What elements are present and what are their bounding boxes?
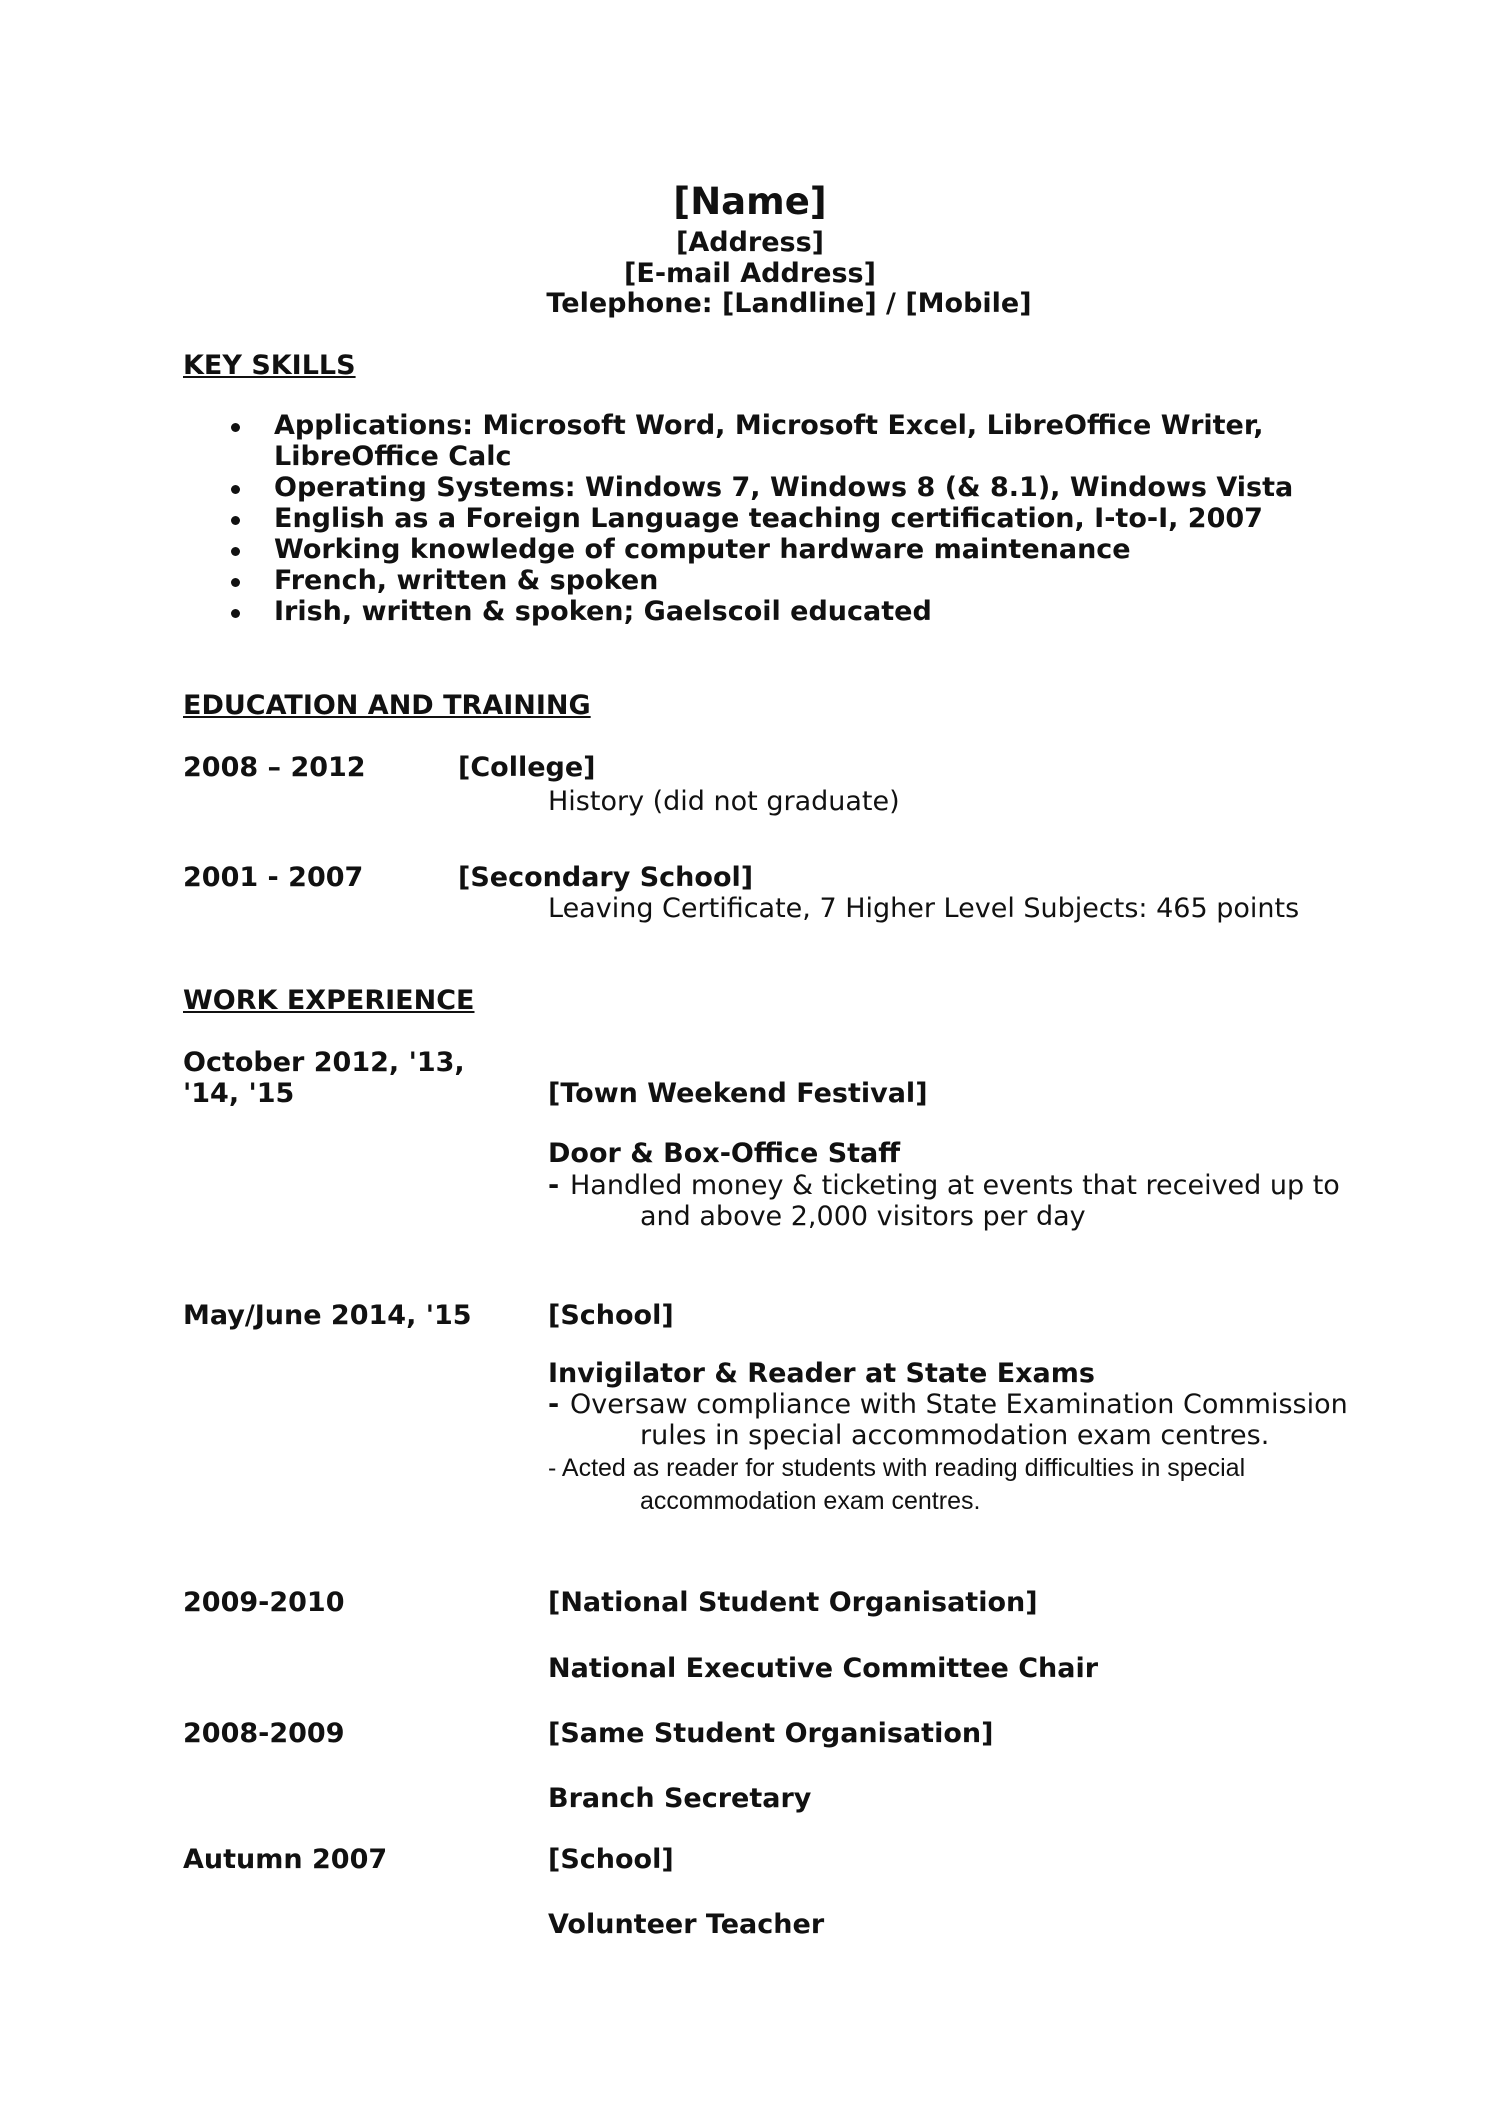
bullet-icon <box>231 423 240 432</box>
education-heading: EDUCATION AND TRAINING <box>183 690 591 721</box>
work-organisation: [School] <box>548 1300 674 1331</box>
applicant-name: [Name] <box>673 180 827 223</box>
skill-item: Operating Systems: Windows 7, Windows 8 (& 8.1), Windows Vista <box>274 472 1294 503</box>
bullet-icon <box>231 485 240 494</box>
education-institution: [Secondary School] <box>458 862 754 893</box>
work-description-continued: and above 2,000 visitors per day <box>640 1201 1086 1232</box>
work-description: - Acted as reader for students with reading difficulties in special <box>548 1454 1246 1482</box>
work-description: Oversaw compliance with State Examination Commission <box>570 1389 1348 1420</box>
work-organisation: [School] <box>548 1844 674 1875</box>
work-role: Door & Box-Office Staff <box>548 1138 901 1169</box>
work-role: Invigilator & Reader at State Exams <box>548 1358 1095 1389</box>
skill-item: French, written & spoken <box>274 565 659 596</box>
work-dates: 2009-2010 <box>183 1587 345 1618</box>
work-description-dash: - <box>548 1170 560 1201</box>
work-organisation: [Same Student Organisation] <box>548 1718 994 1749</box>
work-experience-heading: WORK EXPERIENCE <box>183 985 475 1016</box>
bullet-icon <box>231 516 240 525</box>
skill-item: Applications: Microsoft Word, Microsoft Excel, LibreOffice Writer, <box>274 410 1264 441</box>
key-skills-heading: KEY SKILLS <box>183 350 356 381</box>
work-description-continued: accommodation exam centres. <box>640 1487 981 1515</box>
work-dates: Autumn 2007 <box>183 1844 388 1875</box>
work-dates: 2008-2009 <box>183 1718 345 1749</box>
bullet-icon <box>231 609 240 618</box>
work-description-continued: rules in special accommodation exam centres. <box>640 1420 1270 1451</box>
applicant-email: [E-mail Address] <box>624 258 876 289</box>
education-detail: Leaving Certificate, 7 Higher Level Subjects: 465 points <box>548 893 1300 924</box>
work-dates-continued: '14, '15 <box>183 1078 295 1109</box>
skill-item: English as a Foreign Language teaching certification, I-to-I, 2007 <box>274 503 1263 534</box>
skill-item: Irish, written & spoken; Gaelscoil educated <box>274 596 932 627</box>
work-description: Handled money & ticketing at events that received up to <box>570 1170 1340 1201</box>
bullet-icon <box>231 578 240 587</box>
work-organisation: [Town Weekend Festival] <box>548 1078 928 1109</box>
education-dates: 2001 - 2007 <box>183 862 364 893</box>
work-role: National Executive Committee Chair <box>548 1653 1099 1684</box>
education-detail: History (did not graduate) <box>548 786 900 817</box>
work-role: Branch Secretary <box>548 1783 812 1814</box>
applicant-address: [Address] <box>676 227 824 258</box>
bullet-icon <box>231 547 240 556</box>
skill-item-continued: LibreOffice Calc <box>274 441 512 472</box>
education-institution: [College] <box>458 752 596 783</box>
skill-item: Working knowledge of computer hardware maintenance <box>274 534 1131 565</box>
work-description-dash: - <box>548 1389 560 1420</box>
work-organisation: [National Student Organisation] <box>548 1587 1038 1618</box>
work-role: Volunteer Teacher <box>548 1909 825 1940</box>
applicant-telephone: Telephone: [Landline] / [Mobile] <box>546 288 1032 319</box>
education-dates: 2008 – 2012 <box>183 752 366 783</box>
work-dates: October 2012, '13, <box>183 1047 465 1078</box>
work-dates: May/June 2014, '15 <box>183 1300 472 1331</box>
